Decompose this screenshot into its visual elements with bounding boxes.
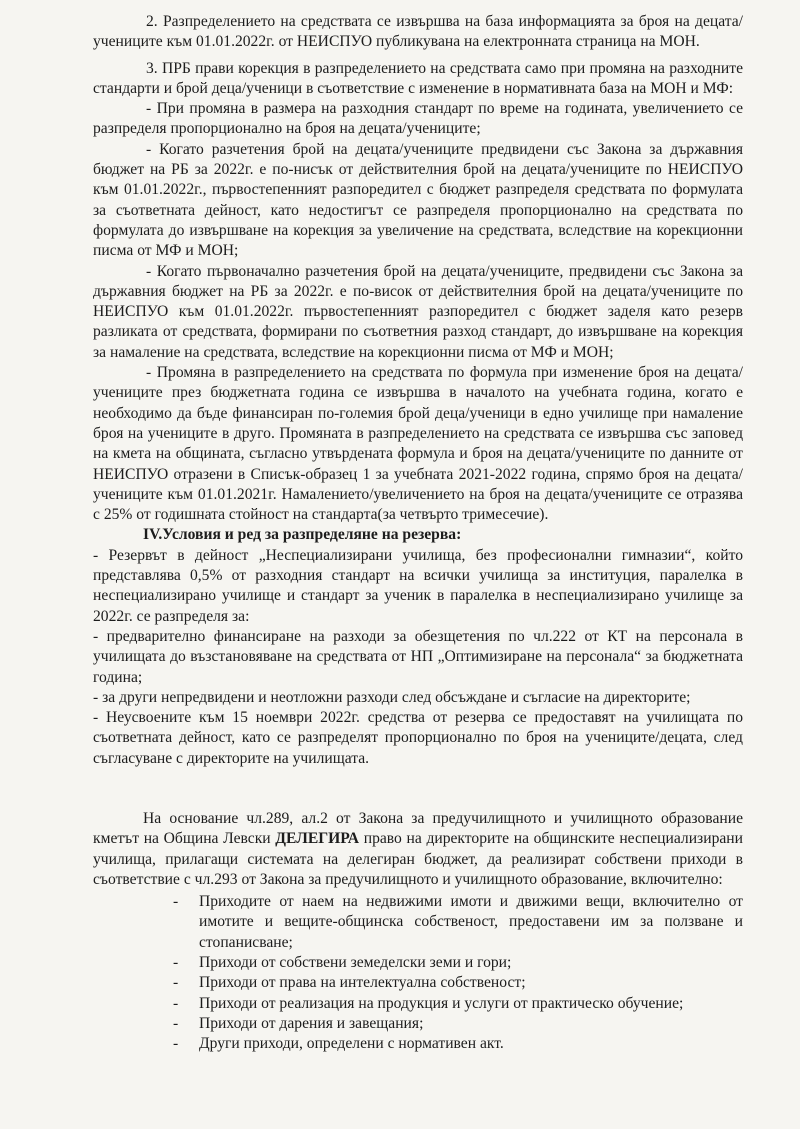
list-dash: - xyxy=(173,974,179,992)
paragraph-3: 3. ПРБ прави корекция в разпределението на средствата само при промяна на разходните стандарти и брой деца/ученици в съответствие с изменение в нормативната база на МОН и МФ: xyxy=(93,59,743,97)
delegation-keyword: ДЕЛЕГИРА xyxy=(275,830,360,848)
list-item-text: Други приходи, определени с нормативен акт. xyxy=(199,1035,504,1053)
list-item xyxy=(173,1034,743,1054)
list-item xyxy=(173,1014,743,1034)
list-item-text: Приходи от права на интелектуална собственост; xyxy=(199,974,526,992)
list-item-text: Приходи от собствени земеделски земи и гори; xyxy=(199,954,512,972)
correction-rule-4: - Промяна в разпределението на средствата по формула при изменение броя на децата/учениците през бюджетната година се извършва в началото на учебната година, когато е необходимо да бъде финансиран по-големия брой деца/ученици в едно училище при намаление броя на учениците в друго. Промяната в разпределението на средствата се извършва със заповед на кмета на общината, съгласно утвърдената формула и броя на децата/учениците по данните от НЕИСПУО отразени в Списък-образец 1 за учебната 2021-2022 година, спрямо броя на децата/учениците към 01.01.2021г. Намалението/увеличението на броя на децата/учениците се отразява с 25% от годишната стойност на стандарта(за четвърто тримесечие). xyxy=(93,364,743,524)
list-dash: - xyxy=(173,1035,179,1053)
list-dash: - xyxy=(173,1014,179,1032)
list-item-text: Приходи от реализация на продукция и услуги от практическо обучение; xyxy=(199,994,684,1012)
list-dash: - xyxy=(173,893,179,911)
list-item xyxy=(173,994,743,1014)
list-item xyxy=(173,953,743,973)
delegation-text-before: На основание чл.289, ал.2 от Закона за предучилищното и училищното образование кметът на Община Левски xyxy=(93,809,743,848)
section-heading-reserve: IV.Условия и ред за разпределяне на резерва: xyxy=(143,526,462,544)
reserve-rule-2: - предварително финансиране на разходи за обезщетения по чл.222 от КТ на персонала в училищата до възстановяване на средствата от НП „Оптимизиране на персонала“ за бюджетната година; xyxy=(93,627,743,686)
list-item-text: Приходи от дарения и завещания; xyxy=(199,1014,424,1032)
list-dash: - xyxy=(173,954,179,972)
delegation-paragraph xyxy=(93,809,743,890)
list-item xyxy=(173,973,743,993)
correction-rule-1: - При промяна в размера на разходния стандарт по време на годината, увеличението се разпределя пропорционално на броя на децата/учениците; xyxy=(93,100,743,138)
list-item-text: Приходите от наем на недвижими имоти и движими вещи, включително от имотите и вещите-общинска собственост, предоставени им за ползване и стопанисване; xyxy=(199,893,743,951)
list-item xyxy=(173,892,743,953)
delegation-text-after: право на директорите на общинските неспециализирани училища, прилагащи системата на делегиран бюджет, да реализират собствени приходи в съответствие с чл.293 от Закона за предучилищното и училищното образование, включително: xyxy=(93,830,743,888)
income-list xyxy=(93,892,743,1054)
correction-rule-2: - Когато разчетения брой на децата/учениците предвидени със Закона за държавния бюджет на РБ за 2022г. е по-нисък от действителния брой на децата/учениците по НЕИСПУО към 01.01.2022г., първостепенният разпоредител с бюджет разпределя средствата по формулата за съответната дейност, като недостигът се разпределя пропорционално на средствата по формулата до извършване на корекция за увеличение на средствата, вследствие на корекционни писма от МФ и МОН; xyxy=(93,140,743,260)
reserve-rule-1: - Резервът в дейност „Неспециализирани училища, без професионални гимназии“, който представлява 0,5% от разходния стандарт на всички училища за институция, паралелка в неспециализирано училище и стандарт за ученик в паралелка в неспециализирано училище за 2022г. се разпределя за: xyxy=(93,546,743,625)
reserve-rule-4: - Неусвоените към 15 ноември 2022г. средства от резерва се предоставят на училищата по съответната дейност, като се разпределят пропорционално по броя на учениците/децата, след съгласуване с директорите на училищата. xyxy=(93,709,743,767)
paragraph-2: 2. Разпределението на средствата се извършва на база информацията за броя на децата/учениците към 01.01.2022г. от НЕИСПУО публикувана на електронната страница на МОН. xyxy=(93,13,743,51)
reserve-rule-3: - за други непредвидени и неотложни разходи след обсъждане и съгласие на директорите; xyxy=(93,688,691,706)
list-dash: - xyxy=(173,994,179,1012)
correction-rule-3: - Когато първоначално разчетения брой на децата/учениците, предвидени със Закона за държавния бюджет на РБ за 2022г. е по-висок от действителния брой на децата/учениците по НЕИСПУО към 01.01.2022г. първостепенният разпоредител с бюджет заделя като резерв разликата от средствата, формирани по съответния разход стандарт, до извършване на корекция за намаление на средствата, вследствие на корекционни писма от МФ и МОН; xyxy=(93,262,743,361)
